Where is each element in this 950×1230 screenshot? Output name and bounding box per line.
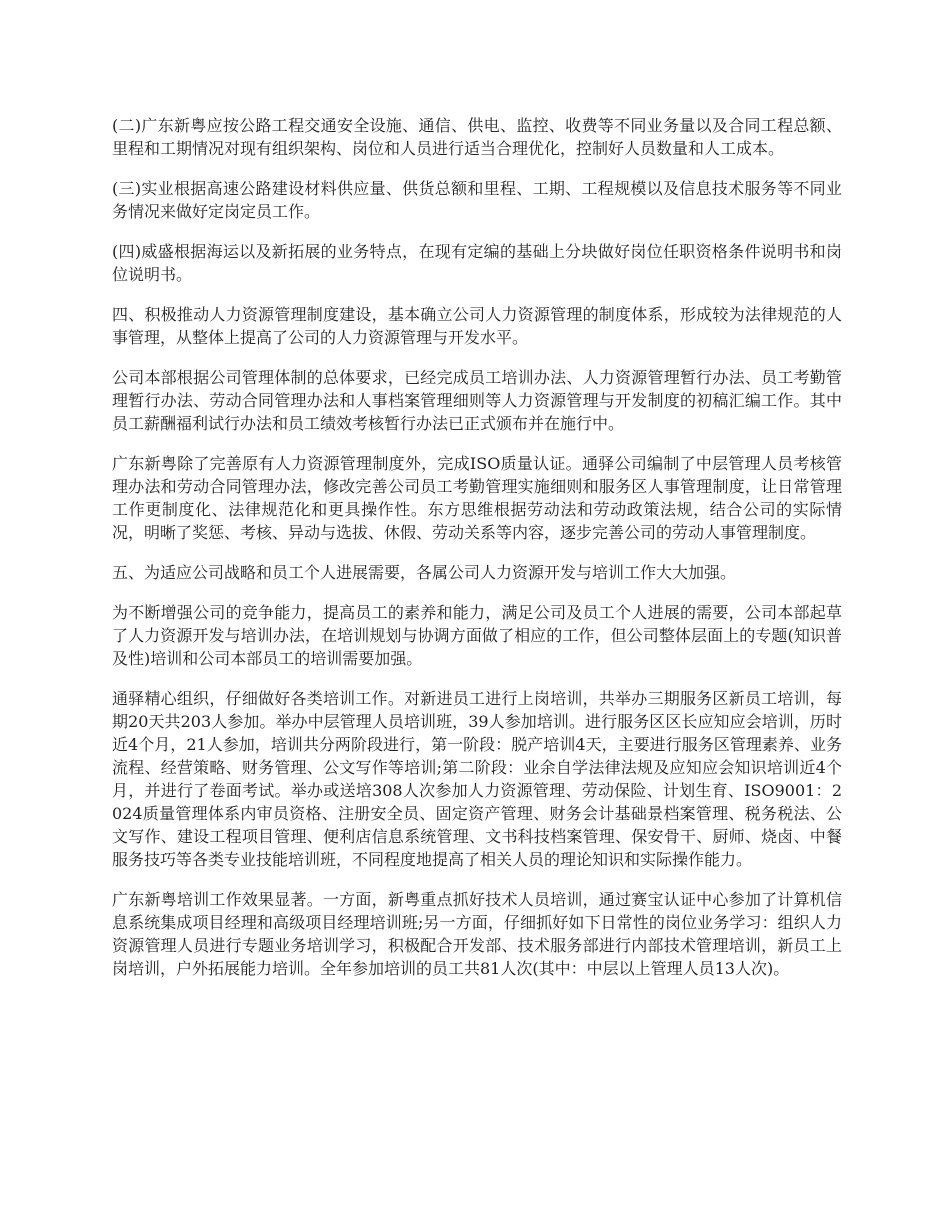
section-heading-5: 五、为适应公司战略和员工个人进展需要，各属公司人力资源开发与培训工作大大加强。 — [112, 563, 737, 582]
paragraph-staffing: (三)实业根据高速公路建设材料供应量、供货总额和里程、工期、工程规模以及信息技术服务等不同业务情况来做好定岗定员工作。 — [112, 179, 842, 221]
paragraph-xinyue-training: 广东新粤培训工作效果显著。一方面，新粤重点抓好技术人员培训，通过赛宝认证中心参加了计算机信息系统集成项目经理和高级项目经理培训班;另一方面，仔细抓好如下日常性的岗位业务学习：组织人力资源管理人员进行专题业务培训学习，积极配合开发部、技术服务部进行内部技术管理培训，新员工上岗培训，户外拓展能力培训。全年参加培训的员工共81人次(其中：中层以上管理人员13人次)。 — [112, 890, 842, 978]
paragraph-subsidiary-policies: 广东新粤除了完善原有人力资源管理制度外，完成ISO质量认证。通驿公司编制了中层管理人员考核管理办法和劳动合同管理办法，修改完善公司员工考勤管理实施细则和服务区人事管理制度，让日常管理工作更制度化、法律规范化和更具操作性。东方思维根据劳动法和劳动政策法规，结合公司的实际情况，明晰了奖惩、考核、异动与选拔、休假、劳动关系等内容，逐步完善公司的劳动人事管理制度。 — [112, 454, 842, 542]
paragraph-optimize-structure: (二)广东新粤应按公路工程交通安全设施、通信、供电、监控、收费等不同业务量以及合同工程总额、里程和工期情况对现有组织架构、岗位和人员进行适当合理优化，控制好人员数量和人工成本。 — [112, 116, 842, 158]
paragraph-job-descriptions: (四)威盛根据海运以及新拓展的业务特点，在现有定编的基础上分块做好岗位任职资格条件说明书和岗位说明书。 — [112, 242, 842, 284]
paragraph-tongyi-training: 通驿精心组织，仔细做好各类培训工作。对新进员工进行上岗培训，共举办三期服务区新员工培训，每期20天共203人参加。举办中层管理人员培训班，39人参加培训。进行服务区区长应知应会培训，历时近4个月，21人参加，培训共分两阶段进行，第一阶段：脱产培训4天，主要进行服务区管理素养、业务流程、经营策略、财务管理、公文写作等培训;第二阶段：业余自学法律法规及应知应会知识培训近4个月，并进行了卷面考试。举办或送培308人次参加人力资源管理、劳动保险、计划生育、ISO9001：2024质量管理体系内审员资格、注册安全员、固定资产管理、财务会计基础景档案管理、税务税法、公文写作、建设工程项目管理、便利店信息系统管理、文书科技档案管理、保安骨干、厨师、烧卤、中餐服务技巧等各类专业技能培训班，不同程度地提高了相关人员的理论知识和实际操作能力。 — [112, 689, 842, 869]
document-body — [112, 114, 842, 997]
paragraph-training-plan: 为不断增强公司的竞争能力，提高员工的素养和能力，满足公司及员工个人进展的需要，公司本部起草了人力资源开发与培训办法，在培训规划与协调方面做了相应的工作，但公司整体层面上的专题(知识普及性)培训和公司本部员工的培训需要加强。 — [112, 603, 842, 668]
paragraph-hq-policies: 公司本部根据公司管理体制的总体要求，已经完成员工培训办法、人力资源管理暂行办法、员工考勤管理暂行办法、劳动合同管理办法和人事档案管理细则等人力资源管理与开发制度的初稿汇编工作。其中员工薪酬福利试行办法和员工绩效考核暂行办法已正式颁布并在施行中。 — [112, 368, 842, 433]
section-heading-4: 四、积极推动人力资源管理制度建设，基本确立公司人力资源管理的制度体系，形成较为法律规范的人事管理，从整体上提高了公司的人力资源管理与开发水平。 — [112, 305, 842, 347]
